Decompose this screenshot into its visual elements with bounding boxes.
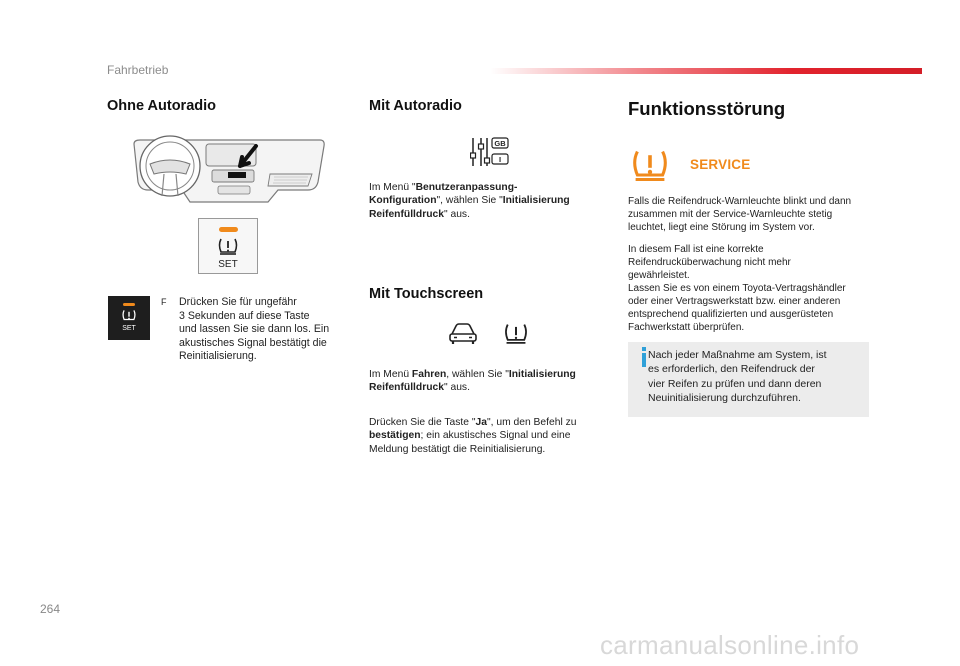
page-number: 264 <box>40 602 61 616</box>
service-warning-label: SERVICE <box>690 157 751 172</box>
heading-ohne-autoradio: Ohne Autoradio <box>107 98 217 114</box>
touchscreen-instruction <box>369 368 604 395</box>
text-run: ", um den Befehl zu <box>486 417 577 428</box>
bullet-marker: F <box>161 297 167 307</box>
heading-funktionsstoerung: Funktionsstörung <box>628 98 786 119</box>
action-name: bestätigen <box>369 430 421 442</box>
menu-item-name: Initialisierung Reifenfülldruck <box>369 195 570 220</box>
header-accent-bar <box>490 68 922 74</box>
malfunction-description: Falls die Reifendruck-Warnleuchte blinkt und dann zusammen mit der Service-Warnleuchte stetig leuchtet, liegt eine Störung im System vor. <box>628 196 852 233</box>
text-run: Im Menü " <box>369 182 416 193</box>
text-run: Im Menü <box>369 369 412 380</box>
text-run: ", wählen Sie " <box>436 195 503 207</box>
set-label: SET <box>218 259 238 270</box>
tire-pressure-warning-icon <box>121 309 137 323</box>
menu-item-name: Initialisierung Reifenfülldruck <box>369 369 576 394</box>
button-name: Ja <box>475 417 487 428</box>
heading-mit-touchscreen: Mit Touchscreen <box>369 286 484 302</box>
text-run: " aus. <box>443 208 470 220</box>
orange-indicator <box>219 227 238 232</box>
text-run: Drücken Sie die Taste " <box>369 417 476 428</box>
heading-mit-autoradio: Mit Autoradio <box>369 98 462 114</box>
settings-sliders-icon <box>470 136 510 168</box>
i-label: I <box>498 155 502 165</box>
watermark: carmanualsonline.info <box>600 630 860 660</box>
menu-name: Fahren <box>411 369 447 380</box>
tire-pressure-warning-icon <box>503 322 529 346</box>
dashboard-illustration <box>128 130 328 220</box>
small-set-label: SET <box>122 325 136 332</box>
chapter-title: Fahrbetrieb <box>107 63 169 77</box>
info-note-text: Nach jeder Maßnahme am System, ist es erforderlich, den Reifendruck der vier Reifen zu prüfen und dann deren Neuinitialisierung durchzuführen. <box>648 349 827 405</box>
tire-pressure-warning-icon <box>630 148 670 184</box>
set-button-illustration <box>198 218 258 274</box>
text-run: , wählen Sie " <box>446 369 509 380</box>
tire-pressure-warning-icon <box>217 237 239 257</box>
set-button-small <box>108 296 150 340</box>
text-run: ; ein akustisches Signal und eine Meldung bestätigt die Reinitialisierung. <box>369 430 571 455</box>
menu-name: Benutzeranpassung- Konfiguration <box>369 182 518 207</box>
orange-indicator-small <box>123 303 135 306</box>
text-run: " aus. <box>443 382 470 394</box>
instruction-text: Drücken Sie für ungefähr 3 Sekunden auf diese Taste und lassen Sie sie dann los. Ein akustisches Signal bestätigt die Reinitialisierung. <box>179 296 330 363</box>
confirm-instruction <box>369 416 609 456</box>
gb-label: GB <box>494 139 506 149</box>
autoradio-instruction <box>369 181 604 221</box>
car-icon <box>448 322 478 346</box>
malfunction-advice: In diesem Fall ist eine korrekte Reifendrucküberwachung nicht mehr gewährleistet. Lassen Sie es von einem Toyota-Vertragshändler oder einer Vertragswerkstatt bzw. einer anderen entsprechend qualifizierten und ausgerüsteten Fachwerkstatt überprüfen. <box>628 244 846 333</box>
